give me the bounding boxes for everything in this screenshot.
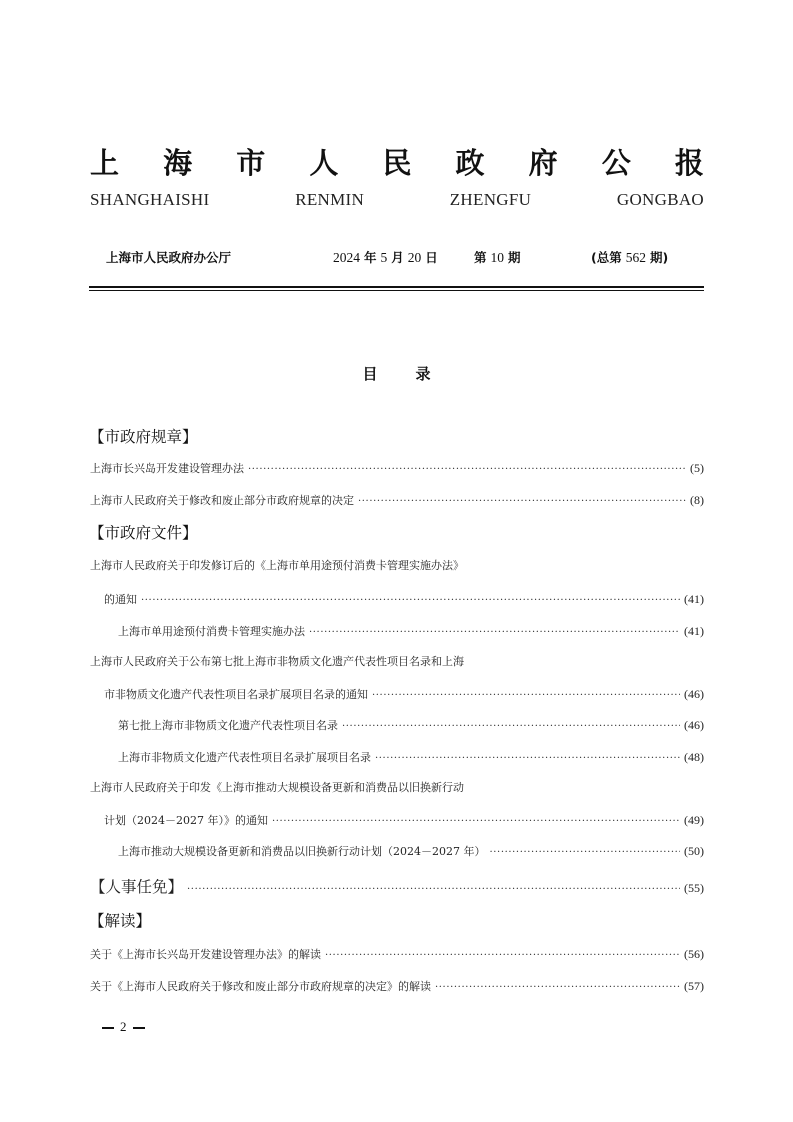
leader-dots: [187, 879, 680, 901]
entry-title: 上海市推动大规模设备更新和消费品以旧换新行动计划（2024－2027 年）: [118, 845, 486, 858]
entry-page: (57): [684, 979, 704, 993]
leader-dots: [272, 814, 680, 830]
leader-dots: [309, 625, 680, 641]
toc-entry[interactable]: [104, 591, 704, 607]
dash-left: [102, 1027, 114, 1029]
entry-page: (5): [690, 461, 704, 475]
toc-entry[interactable]: [118, 843, 704, 859]
entry-page: (46): [684, 718, 704, 732]
entry-title: 上海市非物质文化遗产代表性项目名录扩展项目名录: [118, 751, 371, 764]
toc-entry[interactable]: [90, 978, 704, 994]
entry-title-line1[interactable]: 上海市人民政府关于印发修订后的《上海市单用途预付消费卡管理实施办法》: [90, 559, 464, 572]
pinyin-word: ZHENGFU: [449, 190, 532, 209]
entry-page: (48): [684, 750, 704, 764]
toc-entry[interactable]: [118, 717, 704, 733]
leader-dots: [342, 719, 680, 735]
header-rule-thick: [89, 286, 704, 288]
toc-entry[interactable]: [104, 812, 704, 828]
total-issue-number: (总第 562 期): [591, 250, 669, 265]
entry-page: (49): [684, 813, 704, 827]
page-number: 2: [96, 1019, 151, 1035]
title-char: 府: [528, 146, 558, 180]
gazette-title: [90, 146, 704, 180]
pinyin-word: GONGBAO: [616, 190, 704, 209]
title-char: 政: [455, 146, 485, 180]
leader-dots: [358, 494, 686, 510]
section-heading: 【市政府文件】: [89, 524, 198, 542]
gazette-pinyin: [90, 190, 704, 210]
title-char: 民: [382, 146, 412, 180]
entry-page: (41): [684, 624, 704, 638]
leader-dots: [248, 462, 686, 478]
leader-dots: [489, 845, 680, 861]
section-heading: 【市政府规章】: [89, 428, 198, 446]
entry-title: 上海市长兴岛开发建设管理办法: [90, 462, 244, 475]
title-char: 公: [601, 146, 631, 180]
leader-dots: [372, 688, 680, 704]
section-heading: 【人事任免】: [90, 878, 184, 896]
pinyin-word: RENMIN: [295, 190, 365, 209]
title-char: 上: [90, 146, 120, 180]
leader-dots: [375, 751, 680, 767]
toc-entry[interactable]: [90, 946, 704, 962]
publisher: 上海市人民政府办公厅: [106, 250, 232, 265]
toc-entry[interactable]: [90, 876, 704, 898]
entry-title: 计划（2024－2027 年）》的通知: [104, 814, 268, 827]
entry-page: (50): [684, 844, 704, 858]
entry-title: 第七批上海市非物质文化遗产代表性项目名录: [118, 719, 338, 732]
toc-title: 目录: [362, 365, 469, 383]
toc-entry[interactable]: [118, 623, 704, 639]
entry-page: (41): [684, 592, 704, 606]
issue-number: 第 10 期: [474, 250, 521, 265]
leader-dots: [141, 593, 680, 609]
pinyin-word: SHANGHAISHI: [90, 190, 210, 209]
leader-dots: [325, 948, 680, 964]
dash-right: [133, 1027, 145, 1029]
entry-title-line1[interactable]: 上海市人民政府关于印发《上海市推动大规模设备更新和消费品以旧换新行动: [90, 781, 464, 794]
entry-title: 上海市人民政府关于修改和废止部分市政府规章的决定: [90, 494, 354, 507]
issue-date: 2024 年 5 月 20 日: [333, 250, 438, 265]
toc-entry[interactable]: [90, 492, 704, 508]
section-heading: 【解读】: [89, 912, 152, 930]
title-char: 海: [163, 146, 193, 180]
header-rule-thin: [89, 290, 704, 291]
entry-title: 关于《上海市长兴岛开发建设管理办法》的解读: [90, 948, 321, 961]
entry-title: 关于《上海市人民政府关于修改和废止部分市政府规章的决定》的解读: [90, 980, 431, 993]
entry-title: 上海市单用途预付消费卡管理实施办法: [118, 625, 305, 638]
title-char: 报: [674, 146, 704, 180]
title-char: 市: [236, 146, 266, 180]
toc-entry[interactable]: [90, 460, 704, 476]
entry-title: 的通知: [104, 593, 137, 606]
entry-page: (56): [684, 947, 704, 961]
entry-title-line1[interactable]: 上海市人民政府关于公布第七批上海市非物质文化遗产代表性项目名录和上海: [90, 655, 464, 668]
toc-entry[interactable]: [118, 749, 704, 765]
entry-title: 市非物质文化遗产代表性项目名录扩展项目名录的通知: [104, 688, 368, 701]
entry-page: (8): [690, 493, 704, 507]
leader-dots: [435, 980, 680, 996]
entry-page: (46): [684, 687, 704, 701]
title-char: 人: [309, 146, 339, 180]
entry-page: (55): [684, 881, 704, 895]
toc-entry[interactable]: [104, 686, 704, 702]
